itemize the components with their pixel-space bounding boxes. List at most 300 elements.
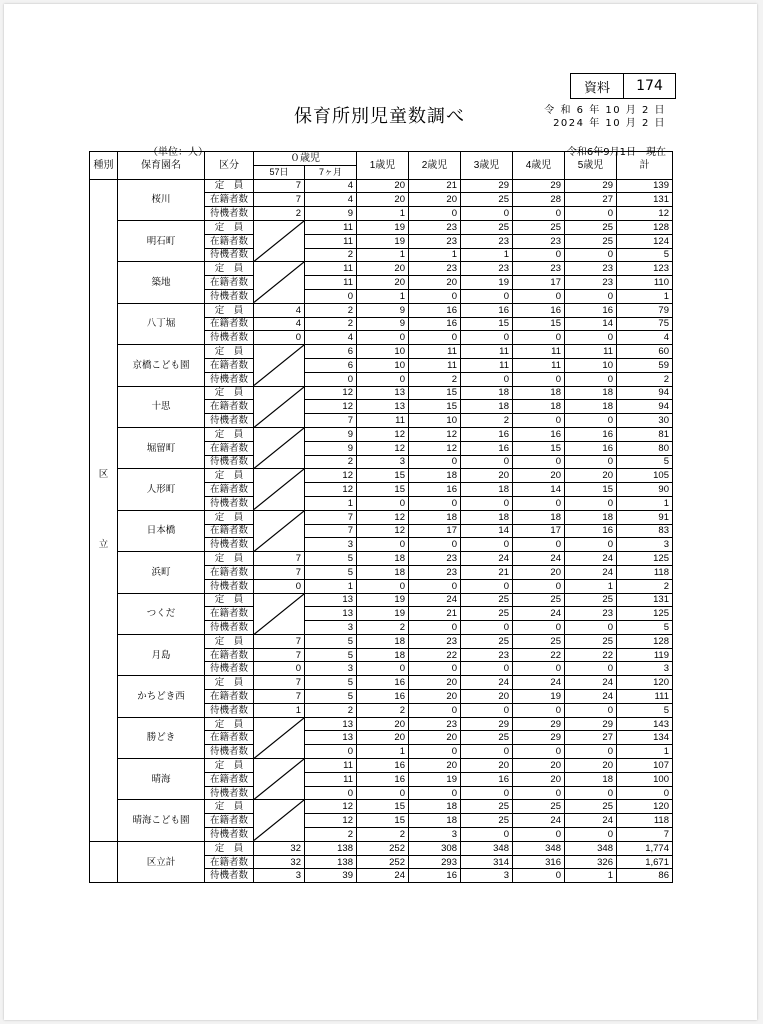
value-cell: 25 xyxy=(461,193,513,207)
value-cell: 16 xyxy=(461,772,513,786)
value-cell: 15 xyxy=(357,469,409,483)
value-cell: 2 xyxy=(305,303,357,317)
value-cell: 32 xyxy=(254,841,305,855)
category-label: 待機者数 xyxy=(205,621,254,635)
value-cell: 2 xyxy=(305,703,357,717)
value-cell: 16 xyxy=(409,303,461,317)
value-cell: 0 xyxy=(409,579,461,593)
value-cell: 16 xyxy=(461,427,513,441)
value-cell: 7 xyxy=(617,828,673,842)
facility-name: 晴海 xyxy=(118,759,205,800)
value-cell: 25 xyxy=(461,800,513,814)
value-cell: 1 xyxy=(461,248,513,262)
value-cell: 11 xyxy=(305,234,357,248)
value-cell: 0 xyxy=(513,331,565,345)
value-cell: 138 xyxy=(305,841,357,855)
value-cell: 4 xyxy=(305,179,357,193)
value-cell: 139 xyxy=(617,179,673,193)
value-cell: 0 xyxy=(565,745,617,759)
value-cell: 125 xyxy=(617,552,673,566)
value-cell: 20 xyxy=(565,759,617,773)
value-cell: 0 xyxy=(409,207,461,221)
value-cell: 118 xyxy=(617,814,673,828)
childcare-count-table xyxy=(89,151,673,883)
value-cell: 29 xyxy=(513,179,565,193)
category-label: 待機者数 xyxy=(205,662,254,676)
value-cell: 5 xyxy=(305,676,357,690)
value-cell: 3 xyxy=(357,455,409,469)
category-label: 待機者数 xyxy=(205,248,254,262)
category-label: 在籍者数 xyxy=(205,400,254,414)
value-cell: 0 xyxy=(513,248,565,262)
diagonal-line xyxy=(254,511,304,551)
facility-name: 区立計 xyxy=(118,841,205,882)
value-cell: 13 xyxy=(305,731,357,745)
category-label: 待機者数 xyxy=(205,289,254,303)
type-cell xyxy=(90,179,118,841)
value-cell: 16 xyxy=(565,427,617,441)
value-cell: 3 xyxy=(305,621,357,635)
value-cell: 0 xyxy=(565,331,617,345)
category-label: 定 員 xyxy=(205,841,254,855)
value-cell: 2 xyxy=(357,621,409,635)
category-label: 在籍者数 xyxy=(205,855,254,869)
value-cell: 0 xyxy=(565,455,617,469)
facility-name: つくだ xyxy=(118,593,205,634)
value-cell: 1 xyxy=(409,248,461,262)
facility-name: 八丁堀 xyxy=(118,303,205,344)
value-cell: 0 xyxy=(305,372,357,386)
value-cell: 81 xyxy=(617,427,673,441)
facility-name: 築地 xyxy=(118,262,205,303)
value-cell: 2 xyxy=(305,455,357,469)
value-cell: 18 xyxy=(565,510,617,524)
table-row xyxy=(90,345,673,359)
value-cell: 0 xyxy=(409,331,461,345)
value-cell: 15 xyxy=(513,317,565,331)
not-applicable-cell xyxy=(254,262,305,303)
value-cell: 23 xyxy=(565,262,617,276)
value-cell: 29 xyxy=(565,179,617,193)
value-cell: 0 xyxy=(513,828,565,842)
value-cell: 24 xyxy=(565,552,617,566)
value-cell: 10 xyxy=(357,358,409,372)
value-cell: 0 xyxy=(409,496,461,510)
value-cell: 5 xyxy=(617,621,673,635)
value-cell: 120 xyxy=(617,800,673,814)
value-cell: 7 xyxy=(254,690,305,704)
category-label: 定 員 xyxy=(205,552,254,566)
value-cell: 0 xyxy=(461,496,513,510)
value-cell: 18 xyxy=(409,800,461,814)
value-cell: 11 xyxy=(305,276,357,290)
value-cell: 24 xyxy=(513,814,565,828)
value-cell: 11 xyxy=(305,262,357,276)
value-cell: 0 xyxy=(461,538,513,552)
diagonal-line xyxy=(254,594,304,634)
facility-name: かちどき西 xyxy=(118,676,205,717)
value-cell: 25 xyxy=(461,814,513,828)
value-cell: 3 xyxy=(409,828,461,842)
value-cell: 0 xyxy=(461,703,513,717)
value-cell: 18 xyxy=(357,565,409,579)
value-cell: 5 xyxy=(305,565,357,579)
value-cell: 308 xyxy=(409,841,461,855)
value-cell: 17 xyxy=(409,524,461,538)
value-cell: 15 xyxy=(357,814,409,828)
value-cell: 0 xyxy=(565,703,617,717)
value-cell: 128 xyxy=(617,220,673,234)
value-cell: 1,774 xyxy=(617,841,673,855)
value-cell: 0 xyxy=(357,538,409,552)
value-cell: 1 xyxy=(617,745,673,759)
unit-note: （単位：人） xyxy=(148,147,208,158)
value-cell: 15 xyxy=(409,400,461,414)
value-cell: 25 xyxy=(461,731,513,745)
value-cell: 0 xyxy=(513,579,565,593)
value-cell: 16 xyxy=(461,441,513,455)
not-applicable-cell xyxy=(254,220,305,261)
value-cell: 0 xyxy=(513,496,565,510)
value-cell: 16 xyxy=(565,524,617,538)
category-label: 在籍者数 xyxy=(205,358,254,372)
table-row xyxy=(90,303,673,317)
value-cell: 0 xyxy=(565,621,617,635)
facility-name: 浜町 xyxy=(118,552,205,593)
value-cell: 3 xyxy=(461,869,513,883)
category-label: 待機者数 xyxy=(205,579,254,593)
value-cell: 25 xyxy=(461,607,513,621)
value-cell: 1 xyxy=(565,579,617,593)
value-cell: 19 xyxy=(513,690,565,704)
category-label: 定 員 xyxy=(205,262,254,276)
value-cell: 4 xyxy=(617,331,673,345)
table-row xyxy=(90,469,673,483)
value-cell: 24 xyxy=(565,565,617,579)
value-cell: 25 xyxy=(565,593,617,607)
value-cell: 12 xyxy=(617,207,673,221)
table-row xyxy=(90,759,673,773)
category-label: 定 員 xyxy=(205,717,254,731)
table-row xyxy=(90,179,673,193)
value-cell: 314 xyxy=(461,855,513,869)
document-label: 資料 xyxy=(571,74,624,98)
value-cell: 0 xyxy=(513,703,565,717)
value-cell: 18 xyxy=(565,772,617,786)
category-label: 在籍者数 xyxy=(205,565,254,579)
table-row xyxy=(90,220,673,234)
value-cell: 79 xyxy=(617,303,673,317)
value-cell: 1 xyxy=(305,579,357,593)
table-row xyxy=(90,717,673,731)
table-row xyxy=(90,800,673,814)
diagonal-line xyxy=(254,800,304,840)
value-cell: 20 xyxy=(357,717,409,731)
value-cell: 18 xyxy=(357,552,409,566)
value-cell: 12 xyxy=(305,483,357,497)
value-cell: 18 xyxy=(565,400,617,414)
value-cell: 15 xyxy=(409,386,461,400)
value-cell: 16 xyxy=(513,427,565,441)
value-cell: 20 xyxy=(357,179,409,193)
header-age2: 2歳児 xyxy=(409,152,461,180)
value-cell: 0 xyxy=(565,662,617,676)
value-cell: 0 xyxy=(409,289,461,303)
value-cell: 11 xyxy=(565,345,617,359)
value-cell: 11 xyxy=(305,220,357,234)
category-label: 定 員 xyxy=(205,179,254,193)
header-category: 区分 xyxy=(205,152,254,180)
value-cell: 23 xyxy=(409,220,461,234)
value-cell: 2 xyxy=(305,248,357,262)
value-cell: 5 xyxy=(617,248,673,262)
header-type: 種別 xyxy=(90,152,118,180)
value-cell: 86 xyxy=(617,869,673,883)
value-cell: 100 xyxy=(617,772,673,786)
type-label: 区 xyxy=(98,469,109,481)
header-age0-57days: 57日 xyxy=(254,165,305,179)
value-cell: 0 xyxy=(513,621,565,635)
value-cell: 0 xyxy=(513,662,565,676)
category-label: 在籍者数 xyxy=(205,441,254,455)
page-title: 保育所別児童数調べ xyxy=(294,106,465,127)
table-row xyxy=(90,634,673,648)
value-cell: 7 xyxy=(305,510,357,524)
category-label: 待機者数 xyxy=(205,372,254,386)
value-cell: 348 xyxy=(513,841,565,855)
value-cell: 25 xyxy=(565,220,617,234)
value-cell: 12 xyxy=(357,524,409,538)
value-cell: 2 xyxy=(617,372,673,386)
value-cell: 18 xyxy=(461,386,513,400)
value-cell: 3 xyxy=(254,869,305,883)
value-cell: 0 xyxy=(461,786,513,800)
value-cell: 125 xyxy=(617,607,673,621)
value-cell: 20 xyxy=(461,759,513,773)
value-cell: 5 xyxy=(305,634,357,648)
value-cell: 24 xyxy=(461,676,513,690)
diagonal-line xyxy=(254,221,304,261)
value-cell: 16 xyxy=(461,303,513,317)
value-cell: 118 xyxy=(617,565,673,579)
value-cell: 0 xyxy=(305,786,357,800)
value-cell: 16 xyxy=(513,303,565,317)
facility-name: 明石町 xyxy=(118,220,205,261)
value-cell: 10 xyxy=(409,414,461,428)
value-cell: 25 xyxy=(513,220,565,234)
value-cell: 0 xyxy=(409,703,461,717)
value-cell: 18 xyxy=(461,483,513,497)
value-cell: 24 xyxy=(513,676,565,690)
value-cell: 0 xyxy=(565,414,617,428)
value-cell: 16 xyxy=(409,869,461,883)
facility-name: 桜川 xyxy=(118,179,205,220)
diagonal-line xyxy=(254,759,304,799)
value-cell: 23 xyxy=(409,565,461,579)
table-row xyxy=(90,262,673,276)
category-label: 定 員 xyxy=(205,676,254,690)
value-cell: 9 xyxy=(357,317,409,331)
type-cell-empty xyxy=(90,841,118,882)
value-cell: 1 xyxy=(357,745,409,759)
value-cell: 0 xyxy=(409,538,461,552)
value-cell: 20 xyxy=(513,565,565,579)
value-cell: 0 xyxy=(409,455,461,469)
value-cell: 13 xyxy=(305,717,357,731)
header-age4: 4歳児 xyxy=(513,152,565,180)
value-cell: 124 xyxy=(617,234,673,248)
value-cell: 348 xyxy=(461,841,513,855)
value-cell: 16 xyxy=(357,759,409,773)
facility-name: 堀留町 xyxy=(118,427,205,468)
value-cell: 16 xyxy=(409,317,461,331)
value-cell: 16 xyxy=(409,483,461,497)
value-cell: 2 xyxy=(305,317,357,331)
value-cell: 14 xyxy=(461,524,513,538)
facility-name: 勝どき xyxy=(118,717,205,758)
value-cell: 2 xyxy=(461,414,513,428)
category-label: 在籍者数 xyxy=(205,193,254,207)
value-cell: 20 xyxy=(409,676,461,690)
value-cell: 6 xyxy=(305,358,357,372)
value-cell: 131 xyxy=(617,193,673,207)
value-cell: 4 xyxy=(254,317,305,331)
category-label: 定 員 xyxy=(205,800,254,814)
value-cell: 1 xyxy=(617,496,673,510)
value-cell: 2 xyxy=(409,372,461,386)
value-cell: 25 xyxy=(565,634,617,648)
value-cell: 7 xyxy=(254,179,305,193)
value-cell: 0 xyxy=(357,786,409,800)
table-row xyxy=(90,676,673,690)
value-cell: 1 xyxy=(565,869,617,883)
value-cell: 13 xyxy=(305,593,357,607)
value-cell: 20 xyxy=(409,276,461,290)
document-number: 174 xyxy=(636,78,663,94)
category-label: 定 員 xyxy=(205,386,254,400)
value-cell: 0 xyxy=(461,745,513,759)
value-cell: 23 xyxy=(461,648,513,662)
value-cell: 21 xyxy=(409,179,461,193)
table-row xyxy=(90,552,673,566)
value-cell: 20 xyxy=(513,759,565,773)
category-label: 定 員 xyxy=(205,345,254,359)
value-cell: 24 xyxy=(357,869,409,883)
header-age0: ０歳児 xyxy=(254,152,357,166)
value-cell: 15 xyxy=(513,441,565,455)
not-applicable-cell xyxy=(254,386,305,427)
value-cell: 0 xyxy=(617,786,673,800)
category-label: 在籍者数 xyxy=(205,607,254,621)
value-cell: 11 xyxy=(513,358,565,372)
value-cell: 0 xyxy=(254,579,305,593)
diagonal-line xyxy=(254,387,304,427)
value-cell: 316 xyxy=(513,855,565,869)
value-cell: 29 xyxy=(461,717,513,731)
value-cell: 91 xyxy=(617,510,673,524)
value-cell: 0 xyxy=(254,331,305,345)
value-cell: 25 xyxy=(461,634,513,648)
value-cell: 18 xyxy=(409,814,461,828)
value-cell: 11 xyxy=(305,772,357,786)
value-cell: 20 xyxy=(409,759,461,773)
category-label: 定 員 xyxy=(205,303,254,317)
value-cell: 19 xyxy=(461,276,513,290)
value-cell: 94 xyxy=(617,386,673,400)
category-label: 待機者数 xyxy=(205,496,254,510)
value-cell: 3 xyxy=(617,662,673,676)
category-label: 在籍者数 xyxy=(205,524,254,538)
value-cell: 1,671 xyxy=(617,855,673,869)
value-cell: 16 xyxy=(357,772,409,786)
value-cell: 25 xyxy=(565,800,617,814)
value-cell: 105 xyxy=(617,469,673,483)
value-cell: 18 xyxy=(409,510,461,524)
value-cell: 10 xyxy=(357,345,409,359)
value-cell: 90 xyxy=(617,483,673,497)
value-cell: 27 xyxy=(565,731,617,745)
diagonal-line xyxy=(254,428,304,468)
value-cell: 20 xyxy=(565,469,617,483)
value-cell: 39 xyxy=(305,869,357,883)
diagonal-line xyxy=(254,345,304,385)
document-number-box xyxy=(570,73,676,99)
value-cell: 1 xyxy=(617,289,673,303)
value-cell: 131 xyxy=(617,593,673,607)
value-cell: 20 xyxy=(357,276,409,290)
value-cell: 22 xyxy=(565,648,617,662)
value-cell: 24 xyxy=(513,552,565,566)
value-cell: 0 xyxy=(565,786,617,800)
value-cell: 11 xyxy=(409,345,461,359)
value-cell: 16 xyxy=(357,676,409,690)
value-cell: 20 xyxy=(357,262,409,276)
category-label: 定 員 xyxy=(205,510,254,524)
value-cell: 0 xyxy=(513,207,565,221)
category-label: 定 員 xyxy=(205,593,254,607)
not-applicable-cell xyxy=(254,800,305,841)
value-cell: 12 xyxy=(305,469,357,483)
value-cell: 9 xyxy=(305,427,357,441)
header-age5: 5歳児 xyxy=(565,152,617,180)
category-label: 在籍者数 xyxy=(205,690,254,704)
category-label: 在籍者数 xyxy=(205,772,254,786)
category-label: 在籍者数 xyxy=(205,276,254,290)
table-row xyxy=(90,593,673,607)
value-cell: 4 xyxy=(305,193,357,207)
value-cell: 25 xyxy=(513,800,565,814)
value-cell: 12 xyxy=(305,400,357,414)
value-cell: 7 xyxy=(254,552,305,566)
category-label: 待機者数 xyxy=(205,455,254,469)
value-cell: 18 xyxy=(357,634,409,648)
value-cell: 13 xyxy=(357,386,409,400)
value-cell: 0 xyxy=(513,414,565,428)
value-cell: 4 xyxy=(305,331,357,345)
value-cell: 123 xyxy=(617,262,673,276)
category-label: 待機者数 xyxy=(205,414,254,428)
value-cell: 348 xyxy=(565,841,617,855)
value-cell: 21 xyxy=(409,607,461,621)
value-cell: 0 xyxy=(357,496,409,510)
value-cell: 0 xyxy=(565,538,617,552)
value-cell: 23 xyxy=(565,276,617,290)
category-label: 定 員 xyxy=(205,427,254,441)
header-row xyxy=(90,152,673,166)
category-label: 在籍者数 xyxy=(205,814,254,828)
type-label: 立 xyxy=(98,539,109,551)
value-cell: 23 xyxy=(461,262,513,276)
